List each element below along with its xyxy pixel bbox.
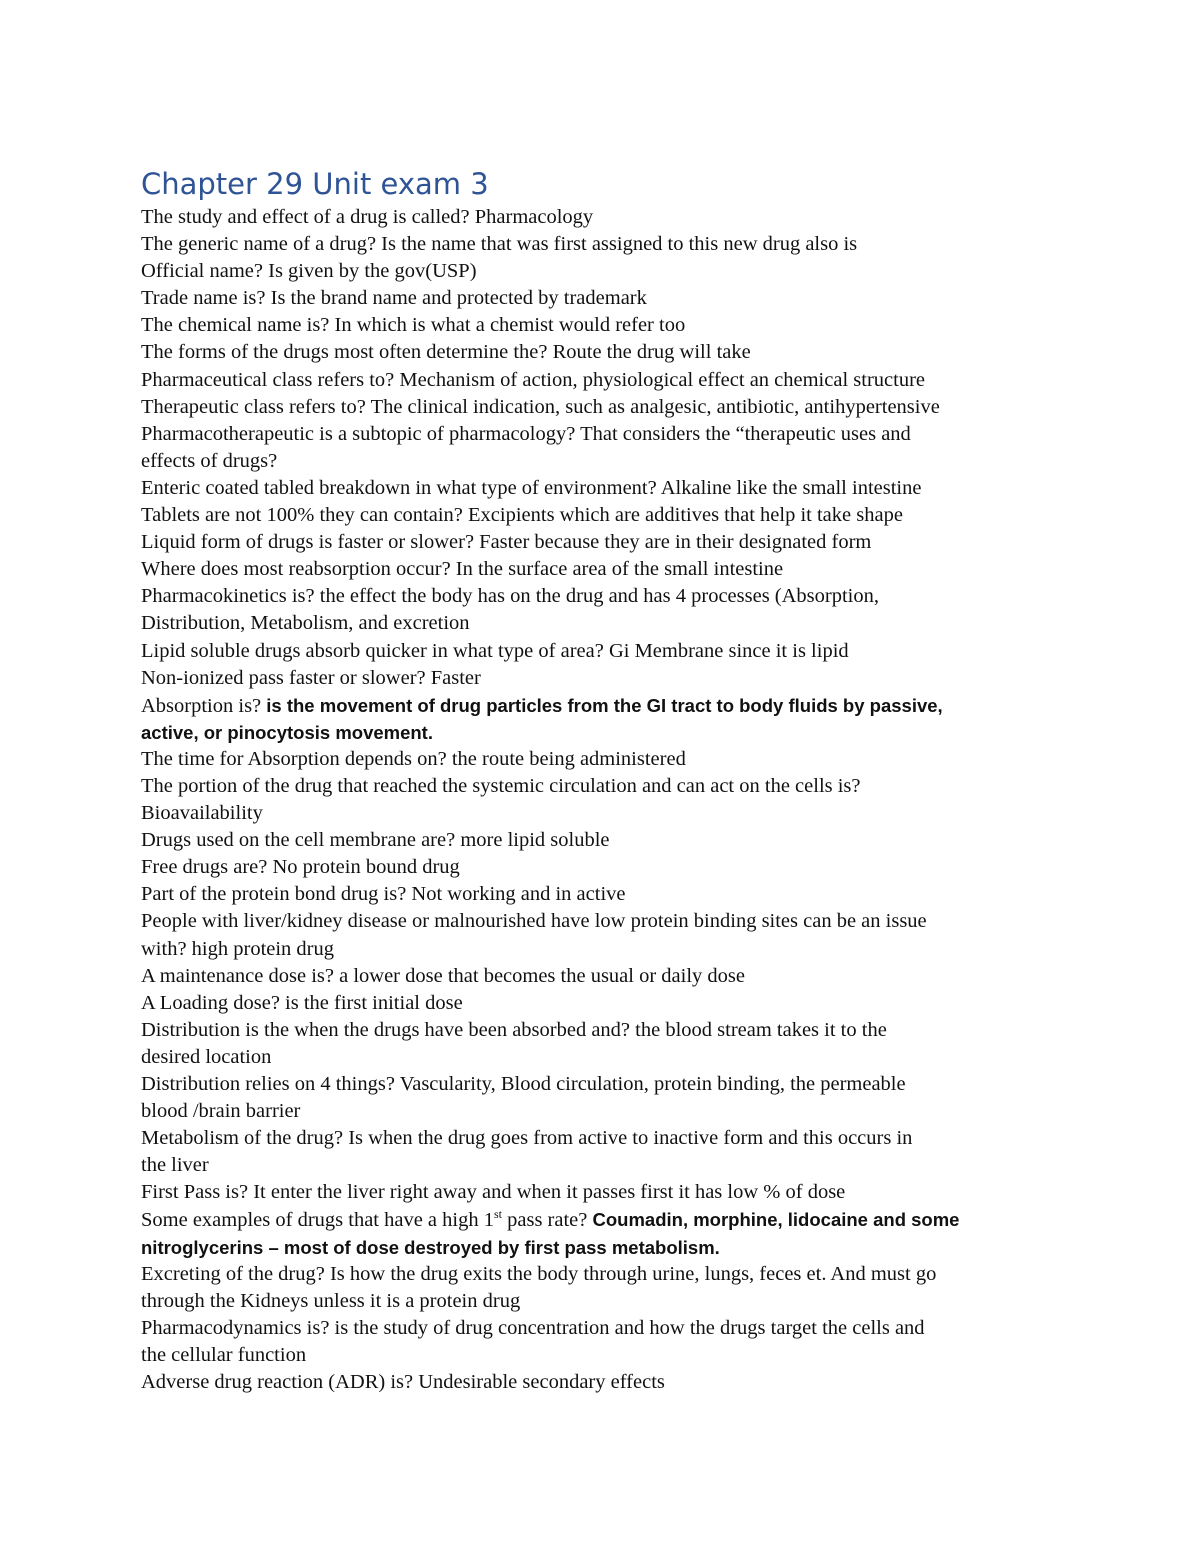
notes-group-3: [141, 1261, 1066, 1396]
note-line: effects of drugs?: [141, 449, 278, 472]
note-line: Trade name is? Is the brand name and protected by trademark: [141, 287, 647, 310]
document-title: Chapter 29 Unit exam 3: [141, 167, 489, 201]
note-line: Part of the protein bond drug is? Not working and in active: [141, 883, 626, 906]
first-pass-question-1: Some examples of drugs that have a high 1: [141, 1209, 494, 1232]
note-line: Therapeutic class refers to? The clinical indication, such as analgesic, antibiotic, antihypertensive: [141, 395, 940, 418]
first-pass-answer-1: Coumadin, morphine, lidocaine and some: [592, 1209, 960, 1231]
note-line: through the Kidneys unless it is a protein drug: [141, 1289, 521, 1312]
note-line: Lipid soluble drugs absorb quicker in what type of area? Gi Membrane since it is lipid: [141, 639, 849, 662]
note-line: Pharmacotherapeutic is a subtopic of pharmacology? That considers the “therapeutic uses and: [141, 422, 911, 445]
note-line: Tablets are not 100% they can contain? Excipients which are additives that help it take shape: [141, 504, 903, 527]
note-line: Metabolism of the drug? Is when the drug goes from active to inactive form and this occurs in: [141, 1127, 913, 1150]
note-line: Non-ionized pass faster or slower? Faster: [141, 666, 481, 689]
notes-group-2: [141, 746, 1066, 1207]
note-line: Excreting of the drug? Is how the drug exits the body through urine, lungs, feces et. And must go: [141, 1262, 937, 1285]
note-line: Distribution, Metabolism, and excretion: [141, 612, 470, 635]
absorption-answer-1: is the movement of drug particles from the GI tract to body fluids by passive,: [266, 694, 943, 716]
note-line: Liquid form of drugs is faster or slower? Faster because they are in their designated form: [141, 531, 872, 554]
note-line: The forms of the drugs most often determine the? Route the drug will take: [141, 341, 751, 364]
note-line: First Pass is? It enter the liver right away and when it passes first it has low % of dose: [141, 1181, 846, 1204]
notes-group-1: [141, 204, 1066, 692]
note-line: The study and effect of a drug is called? Pharmacology: [141, 206, 594, 228]
note-line: Drugs used on the cell membrane are? more lipid soluble: [141, 829, 610, 852]
first-pass-examples-line-2: [141, 1234, 1066, 1261]
note-line: Free drugs are? No protein bound drug: [141, 856, 460, 879]
note-line: People with liver/kidney disease or malnourished have low protein binding sites can be an issue: [141, 910, 927, 933]
absorption-answer-2: active, or pinocytosis movement.: [141, 721, 433, 743]
note-line: Where does most reabsorption occur? In the surface area of the small intestine: [141, 558, 784, 581]
note-line: Pharmacokinetics is? the effect the body has on the drug and has 4 processes (Absorption,: [141, 585, 879, 608]
document-content: [141, 164, 1066, 1396]
note-line: Distribution is the when the drugs have been absorbed and? the blood stream takes it to the: [141, 1018, 887, 1041]
absorption-question: Absorption is?: [141, 694, 267, 717]
first-pass-examples-line-1: [141, 1206, 1066, 1233]
note-line: desired location: [141, 1045, 272, 1068]
document-body: [141, 204, 1066, 1396]
absorption-line-1: [141, 692, 1066, 719]
note-line: Adverse drug reaction (ADR) is? Undesirable secondary effects: [141, 1371, 665, 1394]
note-line: The portion of the drug that reached the systemic circulation and can act on the cells is?: [141, 774, 861, 797]
note-line: blood /brain barrier: [141, 1100, 301, 1123]
note-line: the cellular function: [141, 1343, 307, 1366]
note-line: The generic name of a drug? Is the name that was first assigned to this new drug also is: [141, 233, 858, 256]
note-line: Enteric coated tabled breakdown in what type of environment? Alkaline like the small intestine: [141, 476, 922, 499]
note-line: The chemical name is? In which is what a chemist would refer too: [141, 314, 686, 337]
note-line: the liver: [141, 1154, 209, 1177]
absorption-line-2: [141, 719, 1066, 746]
note-line: A Loading dose? is the first initial dose: [141, 991, 463, 1014]
first-pass-superscript: st: [493, 1206, 502, 1221]
note-line: The time for Absorption depends on? the route being administered: [141, 747, 686, 770]
note-line: A maintenance dose is? a lower dose that becomes the usual or daily dose: [141, 964, 745, 987]
first-pass-answer-2: nitroglycerins – most of dose destroyed by first pass metabolism.: [141, 1236, 720, 1258]
first-pass-question-2: pass rate?: [502, 1209, 593, 1232]
note-line: Pharmaceutical class refers to? Mechanism of action, physiological effect an chemical structure: [141, 368, 925, 391]
note-line: Pharmacodynamics is? is the study of drug concentration and how the drugs target the cells and: [141, 1316, 925, 1339]
note-line: Official name? Is given by the gov(USP): [141, 260, 477, 283]
note-line: with? high protein drug: [141, 937, 335, 960]
note-line: Distribution relies on 4 things? Vascularity, Blood circulation, protein binding, the permeable: [141, 1073, 906, 1095]
note-line: Bioavailability: [141, 802, 263, 825]
